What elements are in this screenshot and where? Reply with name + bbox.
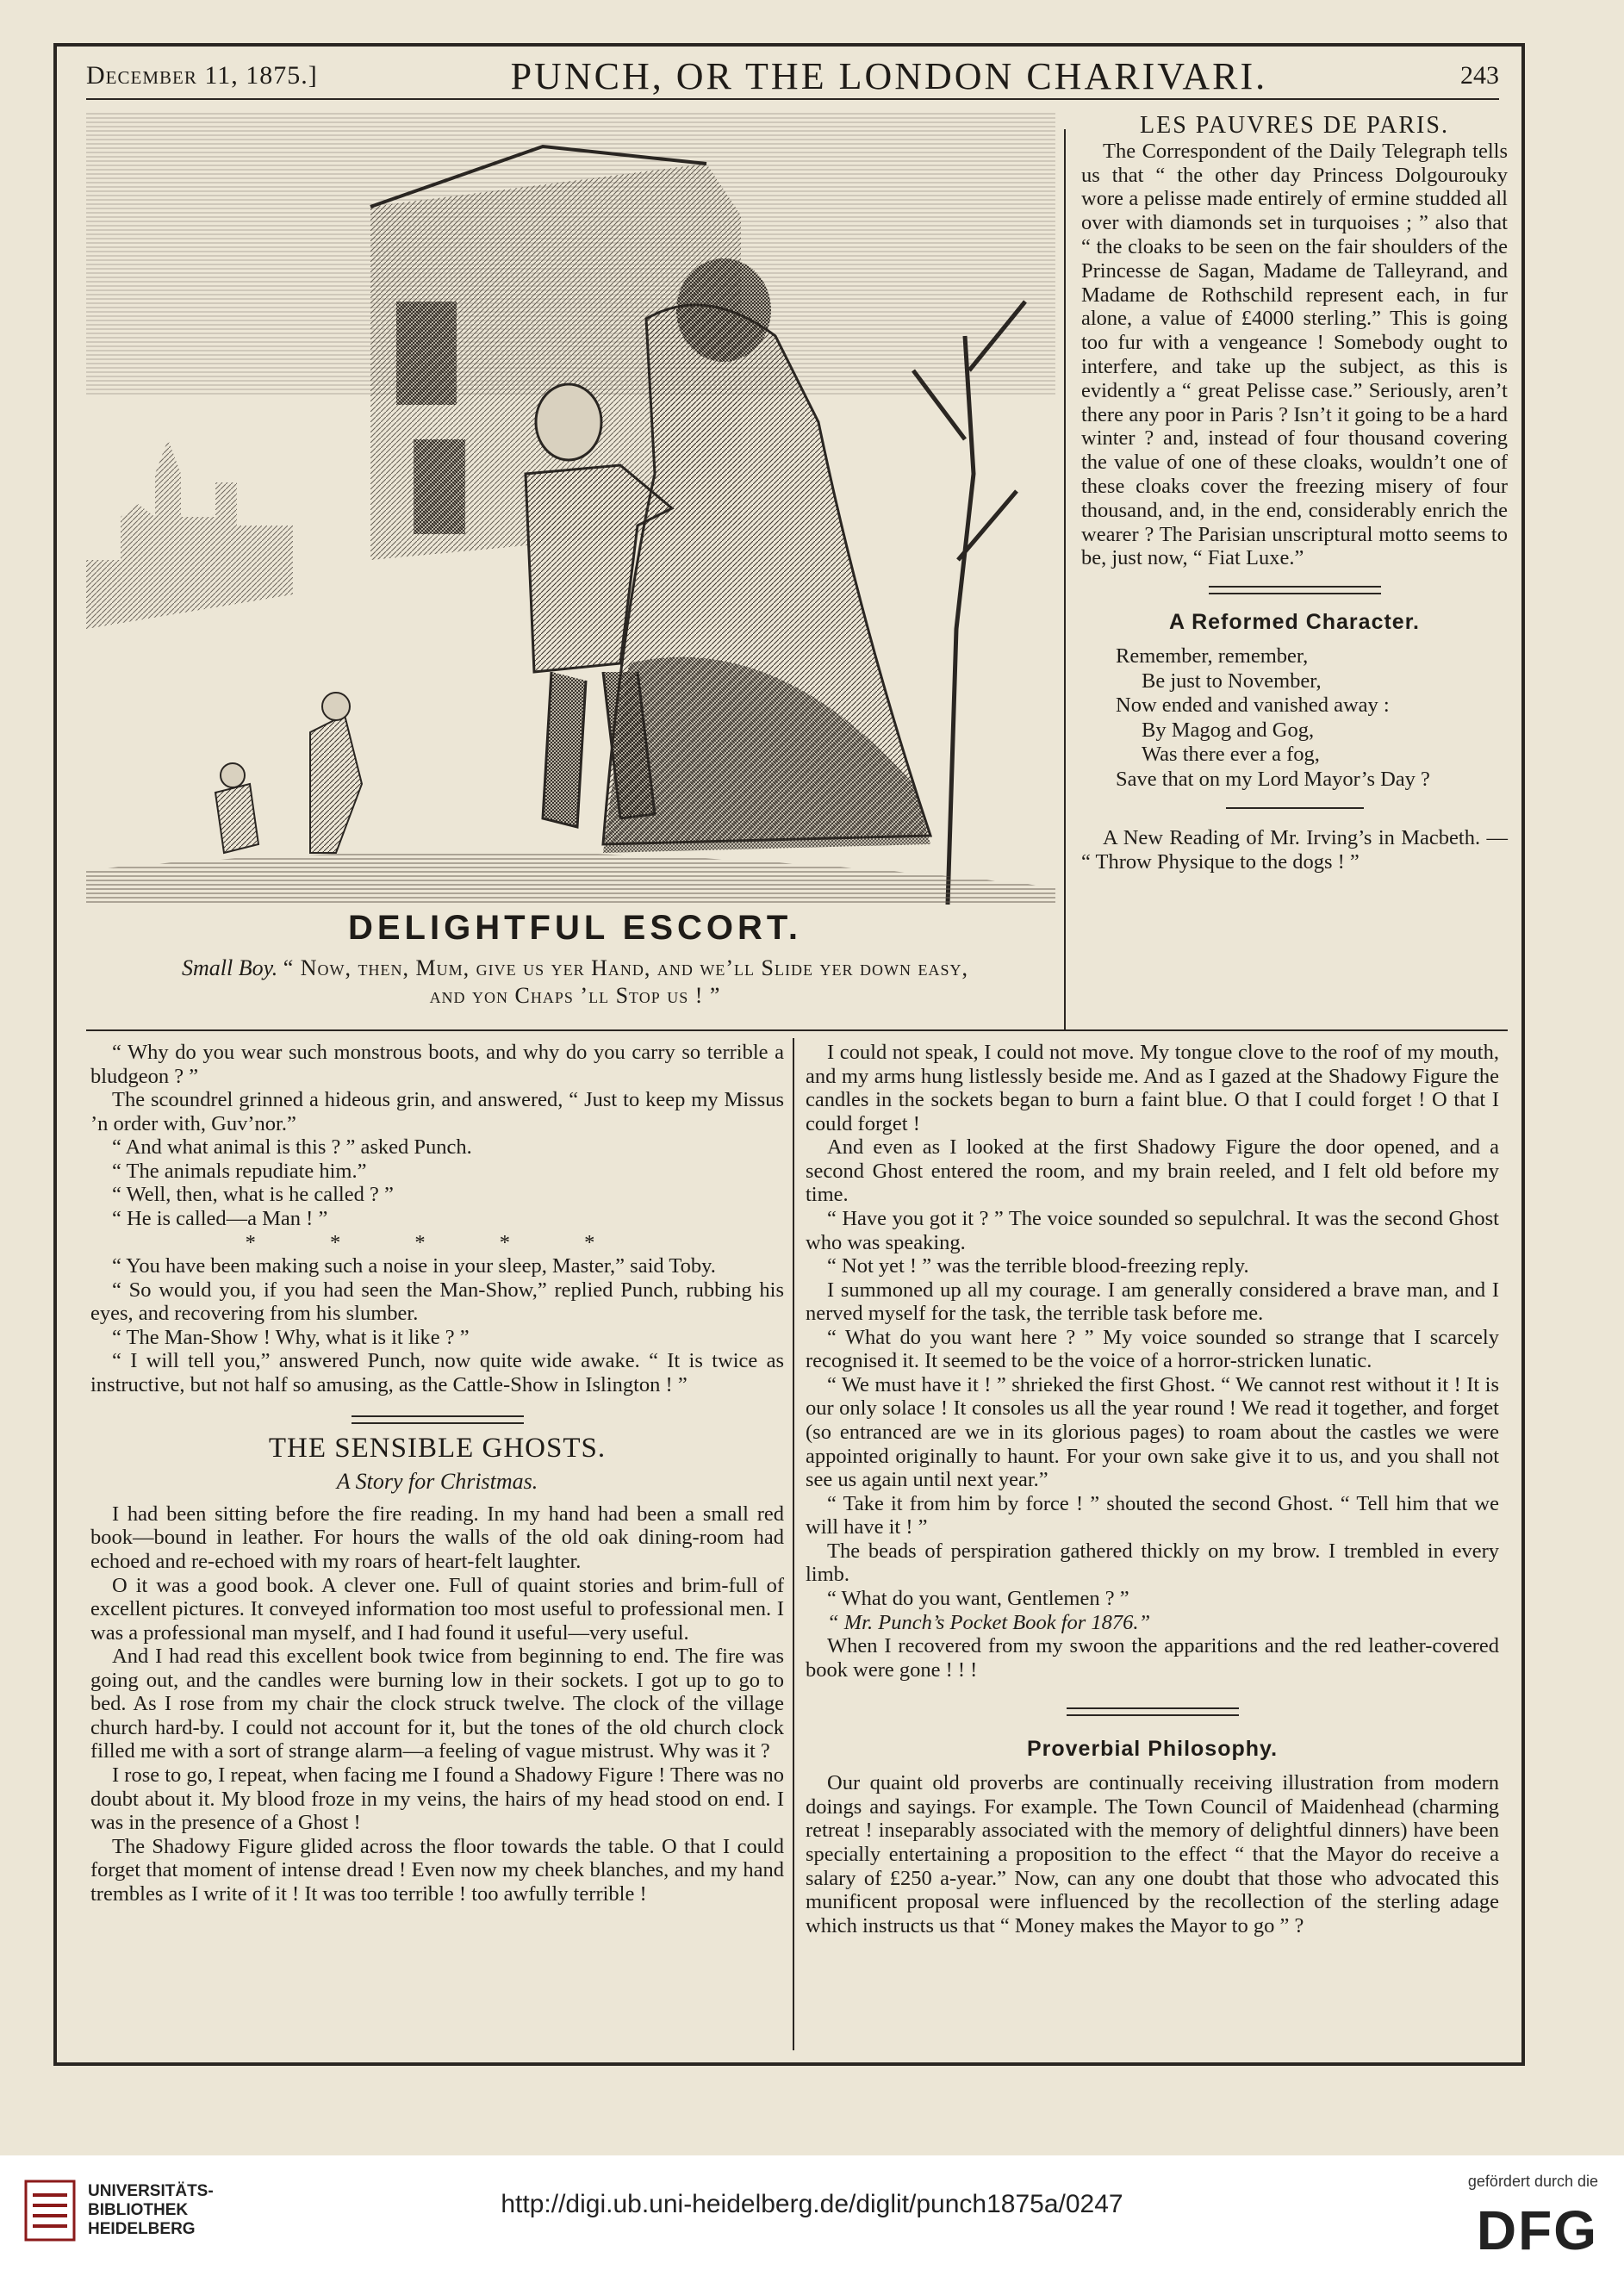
paragraph: “ And what animal is this ? ” asked Punch. <box>112 1135 472 1160</box>
section-rule <box>1067 1707 1239 1716</box>
paragraph: And even as I looked at the first Shadowy Figure the door opened, and a second Ghost entered the room, and my brain reeled, and I felt old before my time. <box>806 1135 1499 1207</box>
paragraph: “ The Man-Show ! Why, what is it like ? ” <box>112 1325 470 1349</box>
ghosts-title: THE SENSIBLE GHOSTS. <box>268 1433 607 1465</box>
reformed-title: A Reformed Character. <box>1169 610 1420 635</box>
paragraph: I could not speak, I could not move. My tongue clove to the roof of my mouth, and my arms hung listlessly beside me. And as I gazed at the Shadowy Figure the candles in the sockets began to burn a faint blue. O that I could forget ! O that I could forget ! <box>806 1041 1499 1135</box>
poem-line: Was there ever a fog, <box>1142 743 1320 767</box>
poem-line: Be just to November, <box>1142 669 1322 693</box>
paragraph: The beads of perspiration gathered thickly on my brow. I trembled in every limb. <box>806 1539 1499 1587</box>
cartoon-caption <box>86 955 1064 1009</box>
paragraph: I had been sitting before the fire reading. In my hand had been a small red book—bound in leather. For hours the walls of the old oak dining-room had echoed and re-echoed with my roars of heart-felt laughter. <box>90 1502 784 1573</box>
paragraph: “ What do you want, Gentlemen ? ” <box>827 1586 1129 1610</box>
proverbial-title: Proverbial Philosophy. <box>1026 1737 1279 1762</box>
cartoon-illustration <box>86 112 1055 905</box>
library-name-line: UNIVERSITÄTS- <box>88 2182 214 2201</box>
paragraph: O it was a good book. A clever one. Full of quaint stories and brim-full of excellent pictures. It conveyed information too most useful to professional men. I was a professional man myself, and I had found it useful—very useful. <box>90 1573 784 1645</box>
paragraph: The Shadowy Figure glided across the floor towards the table. O that I could forget that moment of intense dread ! Even now my cheek blanches, and my hand trembles as I write of it ! It was too terrible ! too awfully terrible ! <box>90 1834 784 1906</box>
paragraph: “ We must have it ! ” shrieked the first Ghost. “ We cannot rest without it ! It is our only solace ! It consoles us all the year round ! We read it together, and forget (so entranced are we in its glorious pages) to roam about the castles we were appointed originally to haunt. For your own sake give it to us, and you shall not see us again until next year.” <box>806 1372 1499 1492</box>
section-rule <box>1226 807 1364 811</box>
paragraph: “ The animals repudiate him.” <box>112 1159 367 1183</box>
section-stars: * * * * * <box>245 1230 630 1254</box>
section-rule <box>1209 586 1381 594</box>
library-name-line: BIBLIOTHEK <box>88 2201 189 2220</box>
cartoon-engraving <box>86 112 1055 905</box>
dfg-logo[interactable]: DFG <box>1476 2199 1598 2261</box>
poem-line: By Magog and Gog, <box>1142 718 1315 742</box>
paragraph: “ I will tell you,” answered Punch, now quite wide awake. “ It is twice as instructive, but not half so amusing, as the Cattle-Show in Islington ! ” <box>90 1349 784 1396</box>
right-sidebar <box>1081 112 1508 1025</box>
cartoon-speaker: Small Boy. <box>182 955 278 980</box>
paragraph: I rose to go, I repeat, when facing me I found a Shadowy Figure ! There was no doubt about it. My blood froze in my veins, the hairs of my head stood on end. I was in the presence of a Ghost ! <box>90 1763 784 1835</box>
horizontal-divider <box>86 1029 1508 1031</box>
paragraph: The scoundrel grinned a hideous grin, and answered, “ Just to keep my Missus ’n order with, Guv’nor.” <box>90 1088 784 1135</box>
pauvres-text: The Correspondent of the Daily Telegraph tells us that “ the other day Princess Dolgourouky wore a pelisse made entirely of ermine studded all over with diamonds set in turquoises ; ” also that “ the cloaks to be seen on the fair shoulders of the Princesse de Sagan, Madame de Talleyrand, and Madame de Rothschild represent each, in fur alone, a value of £4000 sterling.” This is going too fur with a vengeance ! Somebody ought to interfere, and take up the subject, as this is evidently a “ great Pelisse case.” Seriously, aren’t there any poor in Paris ? Isn’t it going to be a hard winter ? and, instead of four thousand covering the value of one of these cloaks, wouldn’t one of these cloaks cover the freezing misery of four thousand, and, in the end, considerably enrich the wearer ? The Parisian unscriptural motto seems to be, just now, “ Fiat Luxe.” <box>1081 139 1508 570</box>
publication-title: PUNCH, OR THE LONDON CHARIVARI. <box>510 54 1268 97</box>
paragraph: “ You have been making such a noise in your sleep, Master,” said Toby. <box>112 1254 716 1278</box>
paragraph: “ Why do you wear such monstrous boots, and why do you carry so terrible a bludgeon ? ” <box>90 1041 784 1088</box>
right-column <box>806 1041 1499 2044</box>
page-header <box>86 53 1499 100</box>
issue-date: December 11, 1875.] <box>86 61 318 90</box>
page-number: 243 <box>1459 61 1499 90</box>
irving-text: A New Reading of Mr. Irving’s in Macbeth. — “ Throw Physique to the dogs ! ” <box>1081 825 1508 874</box>
ghosts-subtitle: A Story for Christmas. <box>336 1468 538 1494</box>
proverbial-text: Our quaint old proverbs are continually receiving illustration from modern doings and sayings. For example. The Town Council of Maidenhead (charming retreat ! inseparably associated with the memory of delightful dinners) have been specially entertaining a proposition to the effect “ that the Mayor do receive a salary of £250 a-year.” Now, can any one doubt that those who advocated this munificent proposal were influenced by the recollection of the sterling adage which instructs us that “ Money makes the Mayor to go ” ? <box>806 1771 1499 1937</box>
poem-line: Now ended and vanished away : <box>1116 693 1390 718</box>
paragraph: “ Well, then, what is he called ? ” <box>112 1183 394 1207</box>
library-name-line: HEIDELBERG <box>88 2219 196 2238</box>
column-divider <box>793 1038 794 2050</box>
paragraph: I summoned up all my courage. I am generally considered a brave man, and I nerved myself for the task, the terrible task before me. <box>806 1278 1499 1326</box>
source-url[interactable]: http://digi.ub.uni-heidelberg.de/diglit/punch1875a/0247 <box>501 2190 1123 2218</box>
column-divider <box>1064 129 1066 1029</box>
paragraph: “ Have you got it ? ” The voice sounded so sepulchral. It was the second Ghost who was speaking. <box>806 1206 1499 1254</box>
funding-label: gefördert durch die <box>1467 2173 1598 2190</box>
paragraph: “ Take it from him by force ! ” shouted the second Ghost. “ Tell him that we will have it ! ” <box>806 1491 1499 1539</box>
paragraph: “ So would you, if you had seen the Man-Show,” replied Punch, rubbing his eyes, and recovering from his slumber. <box>90 1278 784 1326</box>
paragraph: “ Mr. Punch’s Pocket Book for 1876.” <box>827 1610 1151 1634</box>
paragraph: “ He is called—a Man ! ” <box>112 1206 328 1230</box>
cartoon-caption-line1: “ Now, then, Mum, give us yer Hand, and we’ll Slide yer down easy, <box>283 955 968 980</box>
cartoon-caption-line2: and yon Chaps ’ll Stop us ! ” <box>429 982 721 1008</box>
pauvres-title: LES PAUVRES DE PARIS. <box>1140 112 1449 139</box>
section-rule <box>352 1415 524 1424</box>
poem-line: Remember, remember, <box>1116 644 1309 669</box>
paragraph: When I recovered from my swoon the apparitions and the red leather-covered book were gone ! ! ! <box>806 1634 1499 1682</box>
poem-line: Save that on my Lord Mayor’s Day ? <box>1116 767 1430 791</box>
paragraph: And I had read this excellent book twice from beginning to end. The fire was going out, and the candles were burning low in their sockets. I got up to go to bed. As I rose from my chair the clock struck twelve. The clock of the village church hard-by. I could not account for it, but the tones of the old church clock filled me with a sort of strange alarm—a feeling of vague mistrust. Why was it ? <box>90 1645 784 1763</box>
paragraph: “ Not yet ! ” was the terrible blood-freezing reply. <box>827 1254 1249 1278</box>
cartoon-title: DELIGHTFUL ESCORT. <box>347 909 803 947</box>
reformed-poem <box>1081 644 1508 791</box>
top-section <box>86 112 1508 1025</box>
left-column <box>90 1041 784 2044</box>
footer-bar <box>0 2155 1624 2270</box>
paragraph: “ What do you want here ? ” My voice sounded so strange that I scarcely recognised it. It seemed to be the voice of a horror-stricken lunatic. <box>806 1325 1499 1373</box>
